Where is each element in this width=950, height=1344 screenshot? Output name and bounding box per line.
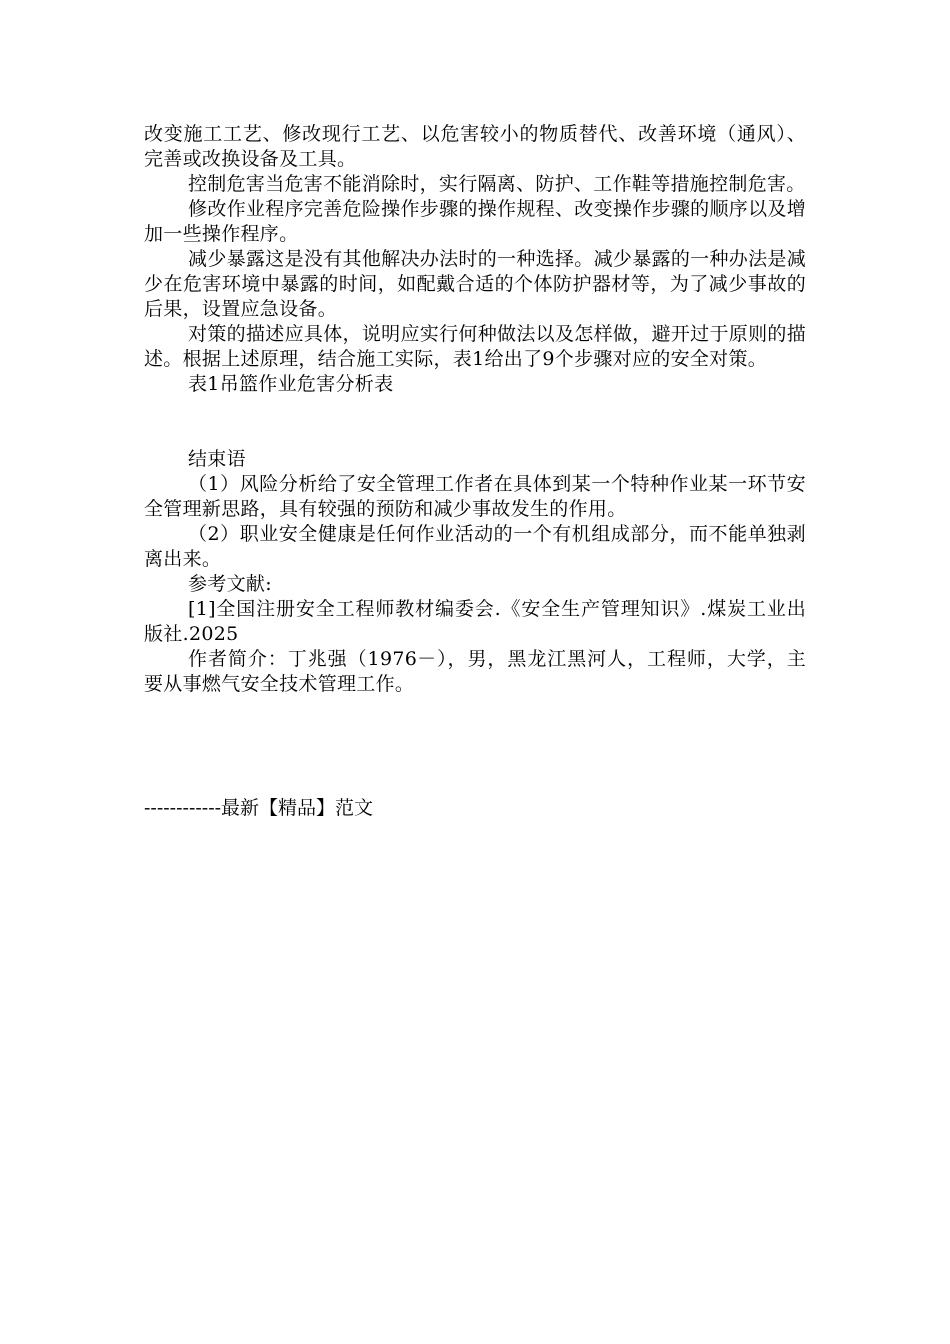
reference-item-1: [1]全国注册安全工程师教材编委会.《安全生产管理知识》.煤炭工业出版社.2025 [144,598,806,645]
table-caption: 表1吊篮作业危害分析表 [188,373,394,395]
paragraph-reduce-exposure: 减少暴露这是没有其他解决办法时的一种选择。减少暴露的一种办法是减少在危害环境中暴露的时间，如配戴合适的个体防护器材等，为了减少事故的后果，设置应急设备。 [144,248,806,320]
references-heading: 参考文献: [188,573,272,595]
author-bio: 作者简介：丁兆强（1976－），男，黑龙江黑河人，工程师，大学，主要从事燃气安全技术管理工作。 [144,648,806,695]
paragraph-improve-process: 改变施工工艺、修改现行工艺、以危害较小的物质替代、改善环境（通风）、完善或改换设备及工具。 [144,123,806,170]
document-body [144,122,806,697]
conclusion-item-1: （1）风险分析给了安全管理工作者在具体到某一个特种作业某一环节安全管理新思路，具有较强的预防和减少事故发生的作用。 [144,473,806,520]
paragraph-countermeasures: 对策的描述应具体，说明应实行何种做法以及怎样做，避开过于原则的描述。根据上述原理，结合施工实际，表1给出了9个步骤对应的安全对策。 [144,323,806,370]
paragraph-control-hazard: 控制危害当危害不能消除时，实行隔离、防护、工作鞋等措施控制危害。 [188,173,806,195]
footer-label: ------------最新【精品】范文 [144,797,374,819]
table-placeholder-gap [144,397,806,447]
conclusion-item-2: （2）职业安全健康是任何作业活动的一个有机组成部分，而不能单独剥离出来。 [144,523,806,570]
conclusion-heading: 结束语 [188,448,246,470]
paragraph-modify-procedure: 修改作业程序完善危险操作步骤的操作规程、改变操作步骤的顺序以及增加一些操作程序。 [144,198,806,245]
